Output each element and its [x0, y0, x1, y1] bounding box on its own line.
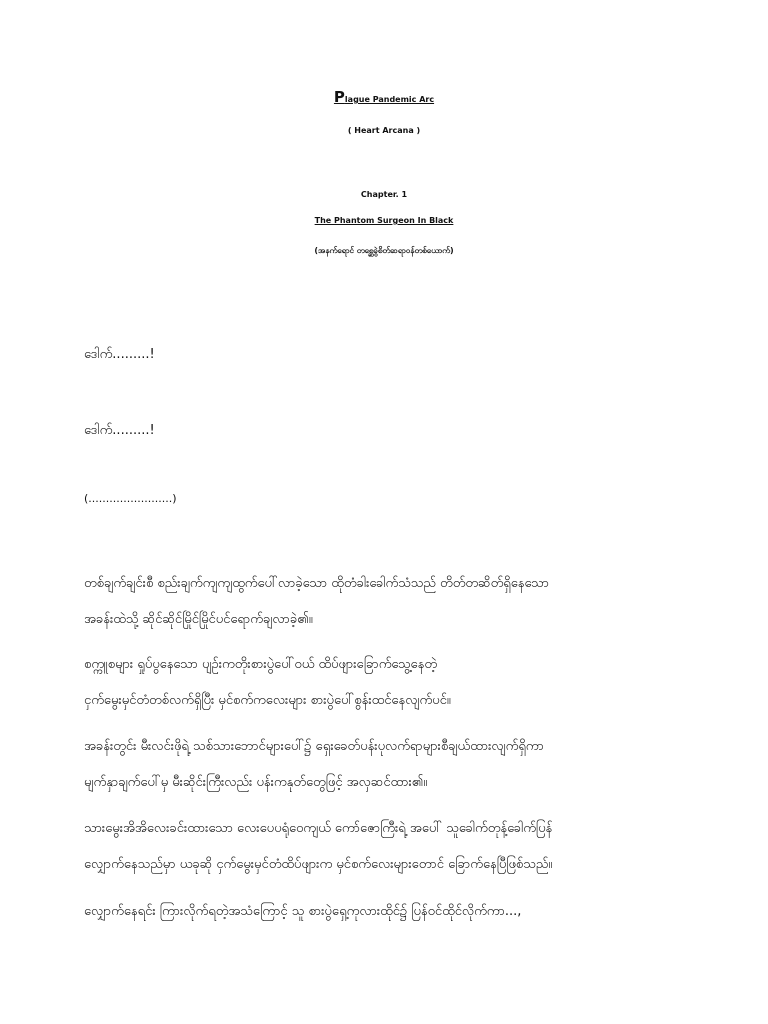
- chapter-title-english: The Phantom Surgeon In Black: [314, 216, 454, 225]
- story-subtitle: ( Heart Arcana ): [347, 126, 421, 135]
- paragraph-2-line-1: စက္ကူစများ ရှုပ်ပွနေသော ပျဉ်းကတိုးစားပွဲပေါ်ဝယ် ထိပ်ဖျားခြောက်သွေ့နေတဲ့: [84, 657, 437, 672]
- paragraph-2-line-2: ငှက်မွေးမှင်တံတစ်လက်ရှိပြီး မှင်စက်ကလေးများ စားပွဲပေါ်စွန်းထင်နေလျက်ပင်။: [84, 693, 451, 708]
- paragraph-4-line-2: လျှောက်နေသည်မှာ ယခုဆို ငှက်မွေးမှင်တံထိပ်ဖျားက မှင်စက်လေးများတောင် ခြောက်နေပြီဖြစ်သည်။: [84, 857, 553, 872]
- paragraph-3-line-1: အခန်းတွင်း မီးလင်းဖိုရဲ့ သစ်သားဘောင်များပေါ်၌ ရှေးခေတ်ပန်းပုလက်ရာများစီချယ်ထားလျက်ရှိကာ: [84, 739, 544, 754]
- chapter-number: Chapter. 1: [360, 190, 408, 199]
- intro-line-ellipsis: (........................): [84, 492, 177, 505]
- story-title-first-letter: P: [333, 88, 345, 106]
- intro-line-knock-2: ဒေါက်.........!: [84, 423, 155, 438]
- story-title: [0, 88, 768, 106]
- story-title-rest: lague Pandemic Arc: [344, 95, 435, 104]
- intro-line-knock-1: ဒေါက်.........!: [84, 347, 155, 362]
- paragraph-4-line-1: သားမွေးအိအိလေးခင်းထားသော လေးပေပရုံဝေကျယ် ကော်ဇောကြီးရဲ့ အပေါ် သူခေါက်တုန့်ခေါက်ပြန်: [84, 821, 553, 836]
- chapter-title-myanmar: (အနက်ရောင် တစ္ဆေခွဲစိတ်ဆရာဝန်တစ်ယောက်): [314, 246, 454, 255]
- paragraph-1-line-2: အခန်းထဲသို့ ဆိုင်ဆိုင်မြိုင်မြိုင်ပင်ရောက်ချလာခဲ့၏။: [84, 612, 313, 627]
- paragraph-5-line-1: လျှောက်နေရင်း ကြားလိုက်ရတဲ့အသံကြောင့် သူ စားပွဲရှေ့ကုလားထိုင်၌ ပြန်ဝင်ထိုင်လိုက်ကာ...,: [84, 904, 522, 919]
- paragraph-3-line-2: မျက်နှာချက်ပေါ်မှ မီးဆိုင်းကြီးလည်း ပန်းကနုတ်တွေဖြင့် အလှဆင်ထား၏။: [84, 775, 428, 790]
- paragraph-1-line-1: တစ်ချက်ချင်းစီ စည်းချက်ကျကျထွက်ပေါ်လာခဲ့သော ထိုတံခါးခေါက်သံသည် တိတ်တဆိတ်ရှိနေသော: [84, 576, 549, 591]
